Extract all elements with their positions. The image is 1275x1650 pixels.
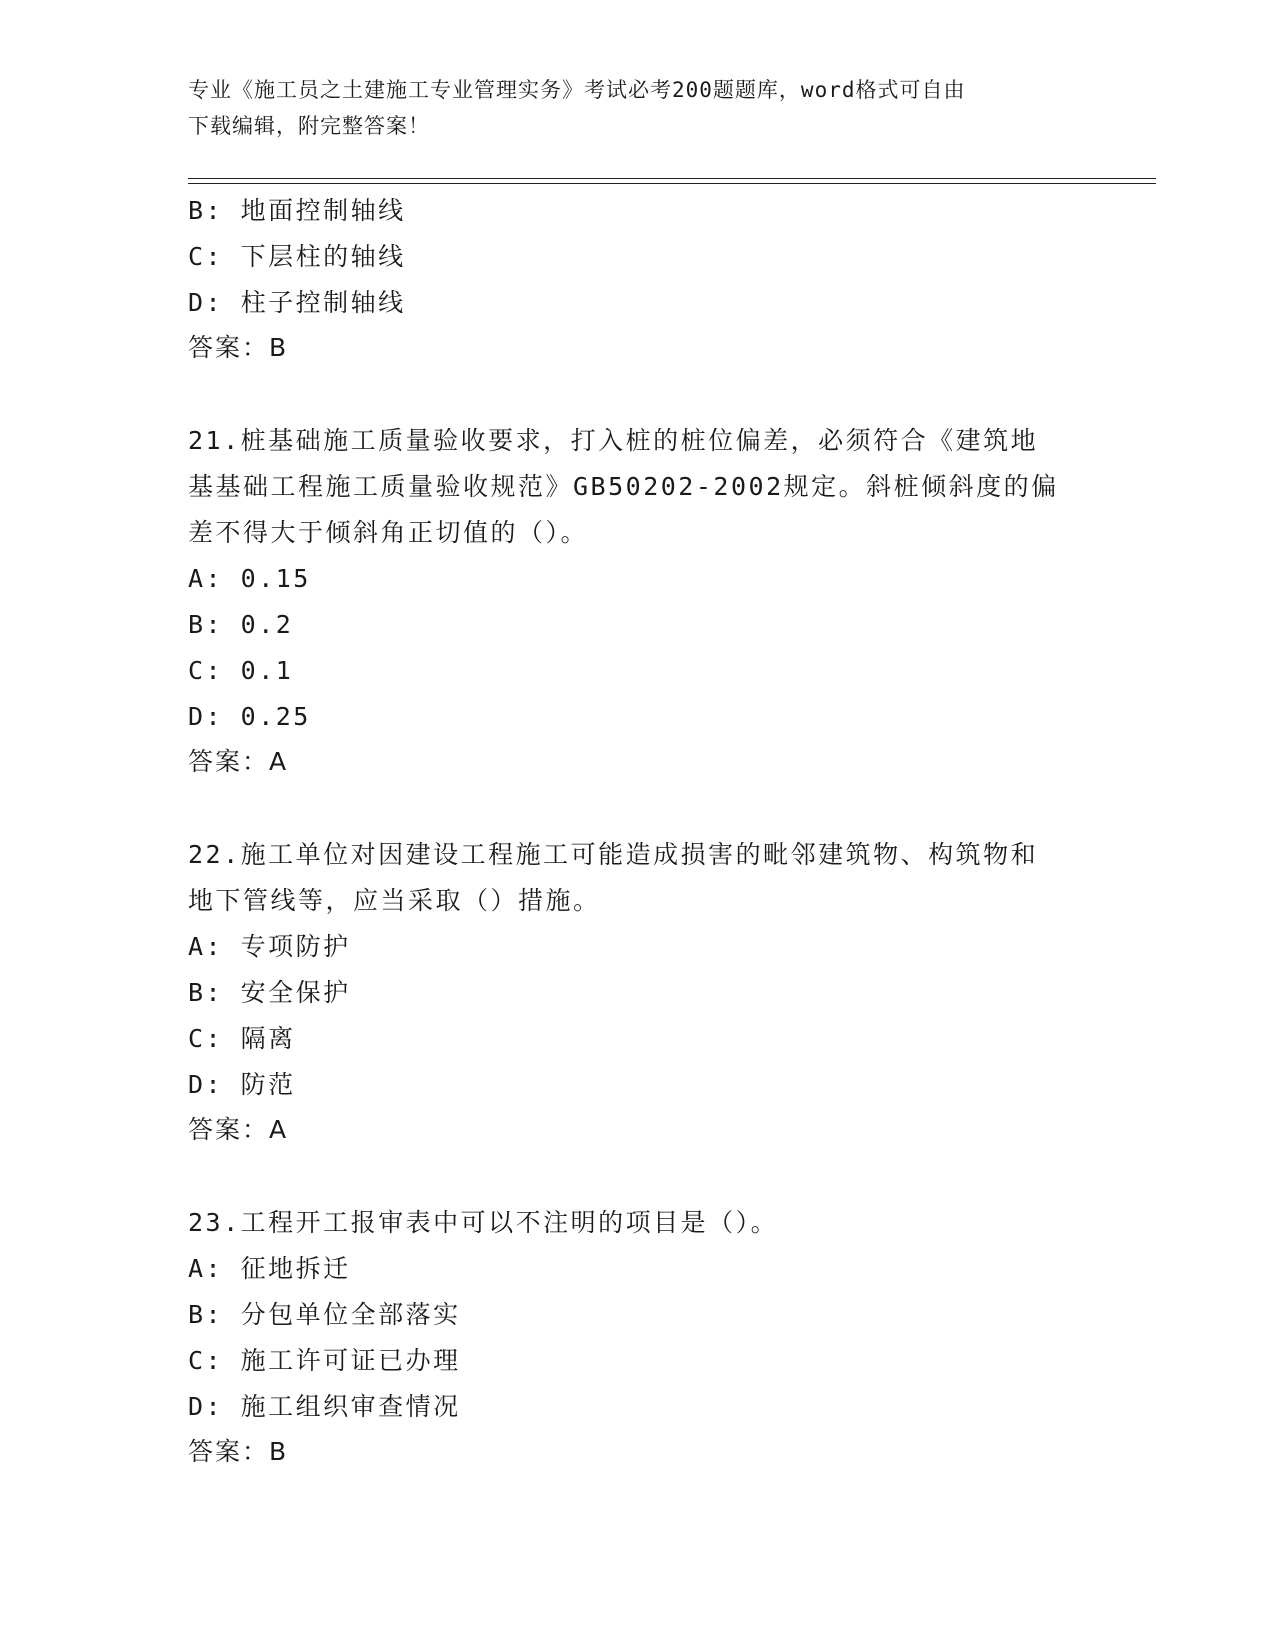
option-d: D: 0.25 [188, 702, 311, 731]
option-c: C: 下层柱的轴线 [188, 242, 406, 271]
question-block-20 [188, 188, 1088, 370]
option-c: C: 施工许可证已办理 [188, 1346, 461, 1375]
question-text-line: 21.桩基础施工质量验收要求，打入桩的桩位偏差，必须符合《建筑地 [188, 426, 1039, 455]
question-block-23 [188, 1200, 1088, 1474]
header-line-1: 专业《施工员之土建施工专业管理实务》考试必考200题题库，word格式可自由 [188, 78, 966, 102]
question-text-line: 22.施工单位对因建设工程施工可能造成损害的毗邻建筑物、构筑物和 [188, 840, 1039, 869]
document-header [188, 72, 1088, 144]
option-b: B: 0.2 [188, 610, 294, 639]
spacer [188, 370, 1088, 418]
option-d: D: 施工组织审查情况 [188, 1392, 461, 1421]
option-b: B: 安全保护 [188, 978, 351, 1007]
option-a: A: 征地拆迁 [188, 1254, 351, 1283]
option-b: B: 地面控制轴线 [188, 196, 406, 225]
answer-label: 答案：B [188, 333, 289, 362]
answer-label: 答案：A [188, 747, 289, 776]
question-text-line: 基基础工程施工质量验收规范》GB50202-2002规定。斜桩倾斜度的偏 [188, 472, 1059, 501]
question-block-22 [188, 832, 1088, 1152]
option-a: A: 专项防护 [188, 932, 351, 961]
option-d: D: 防范 [188, 1070, 296, 1099]
option-c: C: 隔离 [188, 1024, 296, 1053]
header-line-2: 下载编辑，附完整答案！ [188, 114, 430, 138]
header-divider-bottom [188, 183, 1156, 184]
option-a: A: 0.15 [188, 564, 311, 593]
question-text-line: 地下管线等，应当采取（）措施。 [188, 886, 601, 915]
answer-label: 答案：B [188, 1437, 289, 1466]
question-text-line: 23.工程开工报审表中可以不注明的项目是（）。 [188, 1208, 779, 1237]
option-d: D: 柱子控制轴线 [188, 288, 406, 317]
header-divider-top [188, 178, 1156, 179]
option-c: C: 0.1 [188, 656, 294, 685]
answer-label: 答案：A [188, 1115, 289, 1144]
question-text-line: 差不得大于倾斜角正切值的（）。 [188, 518, 589, 547]
option-b: B: 分包单位全部落实 [188, 1300, 461, 1329]
spacer [188, 784, 1088, 832]
spacer [188, 1152, 1088, 1200]
question-list [188, 188, 1088, 1474]
question-block-21 [188, 418, 1088, 784]
